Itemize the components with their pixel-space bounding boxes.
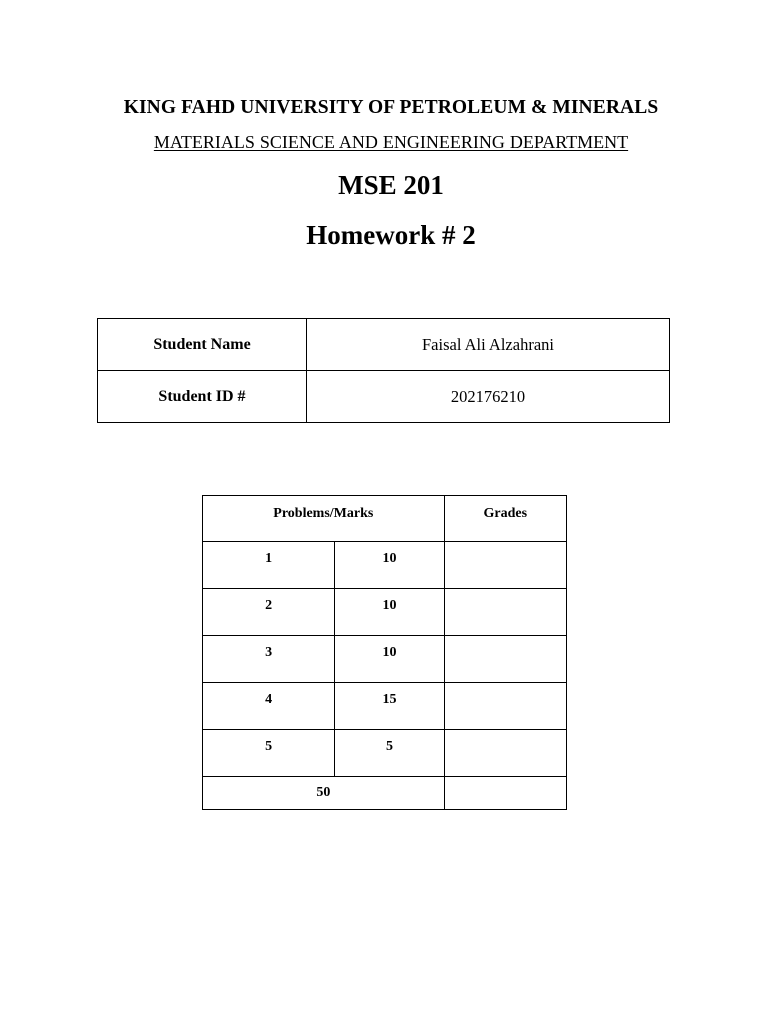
table-row	[203, 683, 567, 730]
total-marks: 50	[203, 777, 445, 810]
problem-marks: 10	[335, 636, 444, 683]
table-row	[203, 542, 567, 589]
table-row	[203, 636, 567, 683]
problem-grade	[444, 589, 566, 636]
total-row	[203, 777, 567, 810]
problem-marks: 5	[335, 730, 444, 777]
course-code: MSE 201	[338, 170, 444, 200]
university-title: KING FAHD UNIVERSITY OF PETROLEUM & MINERALS	[123, 97, 659, 118]
problem-grade	[444, 542, 566, 589]
table-row	[203, 730, 567, 777]
problem-number: 2	[203, 589, 335, 636]
assignment-title: Homework # 2	[306, 220, 476, 250]
student-name-row	[98, 319, 670, 371]
student-id-label: Student ID #	[98, 371, 307, 423]
student-name-value: Faisal Ali Alzahrani	[307, 319, 670, 371]
problem-marks: 15	[335, 683, 444, 730]
table-row	[203, 589, 567, 636]
student-id-row	[98, 371, 670, 423]
problem-grade	[444, 683, 566, 730]
grades-table	[202, 495, 567, 810]
problem-grade	[444, 636, 566, 683]
problem-number: 5	[203, 730, 335, 777]
student-name-label: Student Name	[98, 319, 307, 371]
problem-grade	[444, 730, 566, 777]
problem-marks: 10	[335, 589, 444, 636]
problem-marks: 10	[335, 542, 444, 589]
problem-number: 1	[203, 542, 335, 589]
department-title: MATERIALS SCIENCE AND ENGINEERING DEPARTMENT	[153, 132, 629, 152]
problem-number: 4	[203, 683, 335, 730]
total-grade	[444, 777, 566, 810]
student-id-value: 202176210	[307, 371, 670, 423]
problem-number: 3	[203, 636, 335, 683]
problems-marks-header: Problems/Marks	[203, 496, 445, 542]
grades-header-row	[203, 496, 567, 542]
grades-header: Grades	[444, 496, 566, 542]
student-info-table	[97, 318, 670, 423]
